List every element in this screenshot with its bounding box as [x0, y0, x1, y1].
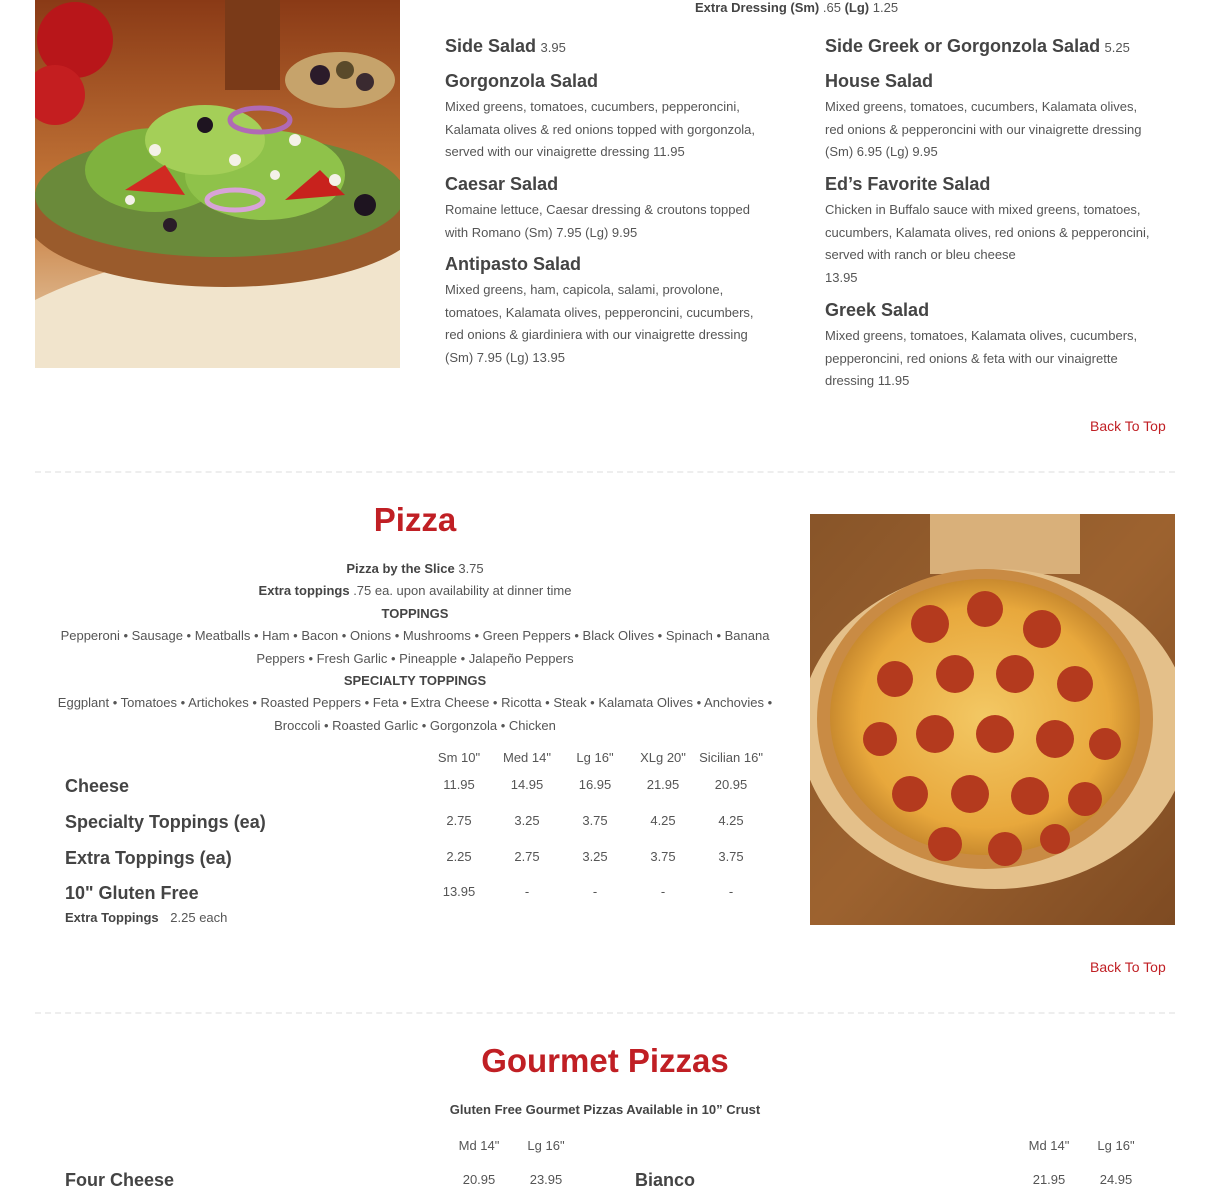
salad-item [445, 36, 566, 57]
gourmet-name: Four Cheese [65, 1170, 175, 1190]
section-title-pizza: Pizza [373, 501, 457, 538]
salad-item [445, 254, 765, 369]
salad-description: Romaine lettuce, Caesar dressing & croutons topped with Romano (Sm) 7.95 (Lg) 9.95 [445, 202, 750, 240]
specialty-toppings-list: Eggplant • Tomatoes • Artichokes • Roasted Peppers • Feta • Extra Cheese • Ricotta • Steak • Kalamata Olives • Anchovies • Broccoli • Roasted Garlic • Gorgonzola • Chicken [57, 695, 773, 733]
salad-item [825, 71, 1145, 164]
pizza-row-name: 10" Gluten Free [65, 883, 199, 903]
salad-price: 3.95 [540, 40, 566, 55]
size-header: Sicilian 16" [699, 750, 763, 765]
pizza-price: 16.95 [578, 777, 612, 792]
salad-description: Mixed greens, tomatoes, cucumbers, pepperoncini, Kalamata olives & red onions topped with gorgonzola, served with our vinaigrette dressing 11.95 [445, 99, 756, 159]
pizza-price: 21.95 [646, 777, 680, 792]
pizza-row-name: Specialty Toppings (ea) [65, 812, 266, 832]
pizza-price: 3.75 [582, 813, 608, 828]
pizza-price: 11.95 [443, 777, 475, 792]
extra-dressing-lg-price: 1.25 [872, 0, 899, 15]
gourmet-price: 21.95 [1032, 1172, 1066, 1187]
pizza-extra-line [35, 580, 795, 602]
back-to-top-link[interactable]: Back To Top [1090, 418, 1166, 434]
salad-price: 5.25 [1104, 40, 1130, 55]
salad-photo [35, 0, 400, 368]
pizza-price: - [524, 884, 530, 899]
section-title-gourmet: Gourmet Pizzas [481, 1042, 729, 1079]
gluten-free-extra-line [65, 910, 227, 925]
pizza-extra-text: .75 ea. upon availability at dinner time [353, 583, 572, 599]
size-header: Med 14" [503, 750, 551, 765]
pizza-slice-label: Pizza by the Slice [346, 561, 455, 576]
extra-dressing-sm-price: .65 [822, 0, 841, 15]
extra-dressing-line [695, 0, 898, 15]
pizza-price: 3.75 [650, 849, 676, 864]
pizza-price: - [592, 884, 598, 899]
pizza-slice-line [35, 558, 795, 580]
gourmet-price: 23.95 [529, 1172, 563, 1187]
toppings-heading: TOPPINGS [381, 605, 449, 621]
gourmet-gluten-free-note: Gluten Free Gourmet Pizzas Available in 10” Crust [449, 1102, 761, 1117]
gluten-free-extra-label: Extra Toppings [65, 910, 159, 925]
gourmet-name: Bianco [635, 1170, 696, 1190]
salad-name: House Salad [825, 71, 934, 91]
size-header: Lg 16" [527, 1138, 565, 1153]
pizza-price: 4.25 [718, 813, 744, 828]
size-header: Sm 10" [437, 750, 481, 765]
salad-description: Chicken in Buffalo sauce with mixed greens, tomatoes, cucumbers, Kalamata olives, red onions & pepperoncini, served with ranch or bleu cheese [825, 202, 1150, 262]
section-divider [35, 1012, 1175, 1014]
size-header: Lg 16" [1097, 1138, 1135, 1153]
section-divider [35, 471, 1175, 473]
pizza-info [35, 558, 795, 737]
pizza-price: 3.25 [582, 849, 608, 864]
pizza-slice-price: 3.75 [458, 561, 484, 576]
size-header: Lg 16" [576, 750, 614, 765]
salad-description: Mixed greens, tomatoes, Kalamata olives, cucumbers, pepperoncini, red onions & feta with our vinaigrette dressing 11.95 [825, 328, 1138, 388]
pizza-row-name: Cheese [65, 776, 130, 796]
gourmet-price: 24.95 [1099, 1172, 1133, 1187]
size-header: Md 14" [1028, 1138, 1070, 1153]
pizza-price: 4.25 [650, 813, 676, 828]
salad-name: Gorgonzola Salad [445, 71, 599, 91]
salad-item [825, 300, 1145, 393]
pizza-price: 3.25 [514, 813, 540, 828]
gourmet-price: 20.95 [462, 1172, 496, 1187]
back-to-top-link[interactable]: Back To Top [1090, 959, 1166, 975]
extra-dressing-lg-label: (Lg) [844, 0, 870, 15]
pizza-price: - [728, 884, 734, 899]
specialty-toppings-heading: SPECIALTY TOPPINGS [343, 673, 487, 689]
pizza-extra-label: Extra toppings [258, 583, 350, 599]
salad-name: Antipasto Salad [445, 254, 582, 274]
toppings-list: Pepperoni • Sausage • Meatballs • Ham • Bacon • Onions • Mushrooms • Green Peppers • Black Olives • Spinach • Banana Peppers • Fresh Garlic • Pineapple • Jalapeño Peppers [60, 628, 770, 666]
salad-item [445, 174, 765, 244]
salad-name: Greek Salad [825, 300, 930, 320]
salad-item [445, 71, 765, 164]
size-header: Md 14" [458, 1138, 500, 1153]
pizza-price: - [660, 884, 666, 899]
pizza-price: 2.25 [446, 849, 472, 864]
pizza-price: 2.75 [514, 849, 540, 864]
pizza-price: 3.75 [718, 849, 744, 864]
salad-item [825, 36, 1130, 57]
salad-name: Side Salad [445, 36, 537, 56]
extra-dressing-sm-label: Extra Dressing (Sm) [695, 0, 820, 15]
pizza-row-name: Extra Toppings (ea) [65, 848, 232, 868]
salad-price: 13.95 [825, 269, 858, 285]
size-header: XLg 20" [640, 750, 686, 765]
pizza-price: 2.75 [446, 813, 472, 828]
pizza-price: 13.95 [442, 884, 476, 899]
pizza-price: 20.95 [714, 777, 748, 792]
salad-name: Side Greek or Gorgonzola Salad [825, 36, 1101, 56]
salad-item [825, 174, 1150, 289]
salad-description: Mixed greens, ham, capicola, salami, provolone, tomatoes, Kalamata olives, pepperoncini, cucumbers, red onions & giardiniera with our vinaigrette dressing (Sm) 7.95 (Lg) 13.95 [445, 282, 754, 365]
salad-name: Caesar Salad [445, 174, 559, 194]
pizza-photo [810, 514, 1175, 925]
gluten-free-extra-price: 2.25 each [170, 910, 228, 925]
salad-description: Mixed greens, tomatoes, cucumbers, Kalamata olives, red onions & pepperoncini with our vinaigrette dressing (Sm) 6.95 (Lg) 9.95 [825, 99, 1142, 159]
pizza-price: 14.95 [510, 777, 544, 792]
salad-name: Ed’s Favorite Salad [825, 174, 991, 194]
